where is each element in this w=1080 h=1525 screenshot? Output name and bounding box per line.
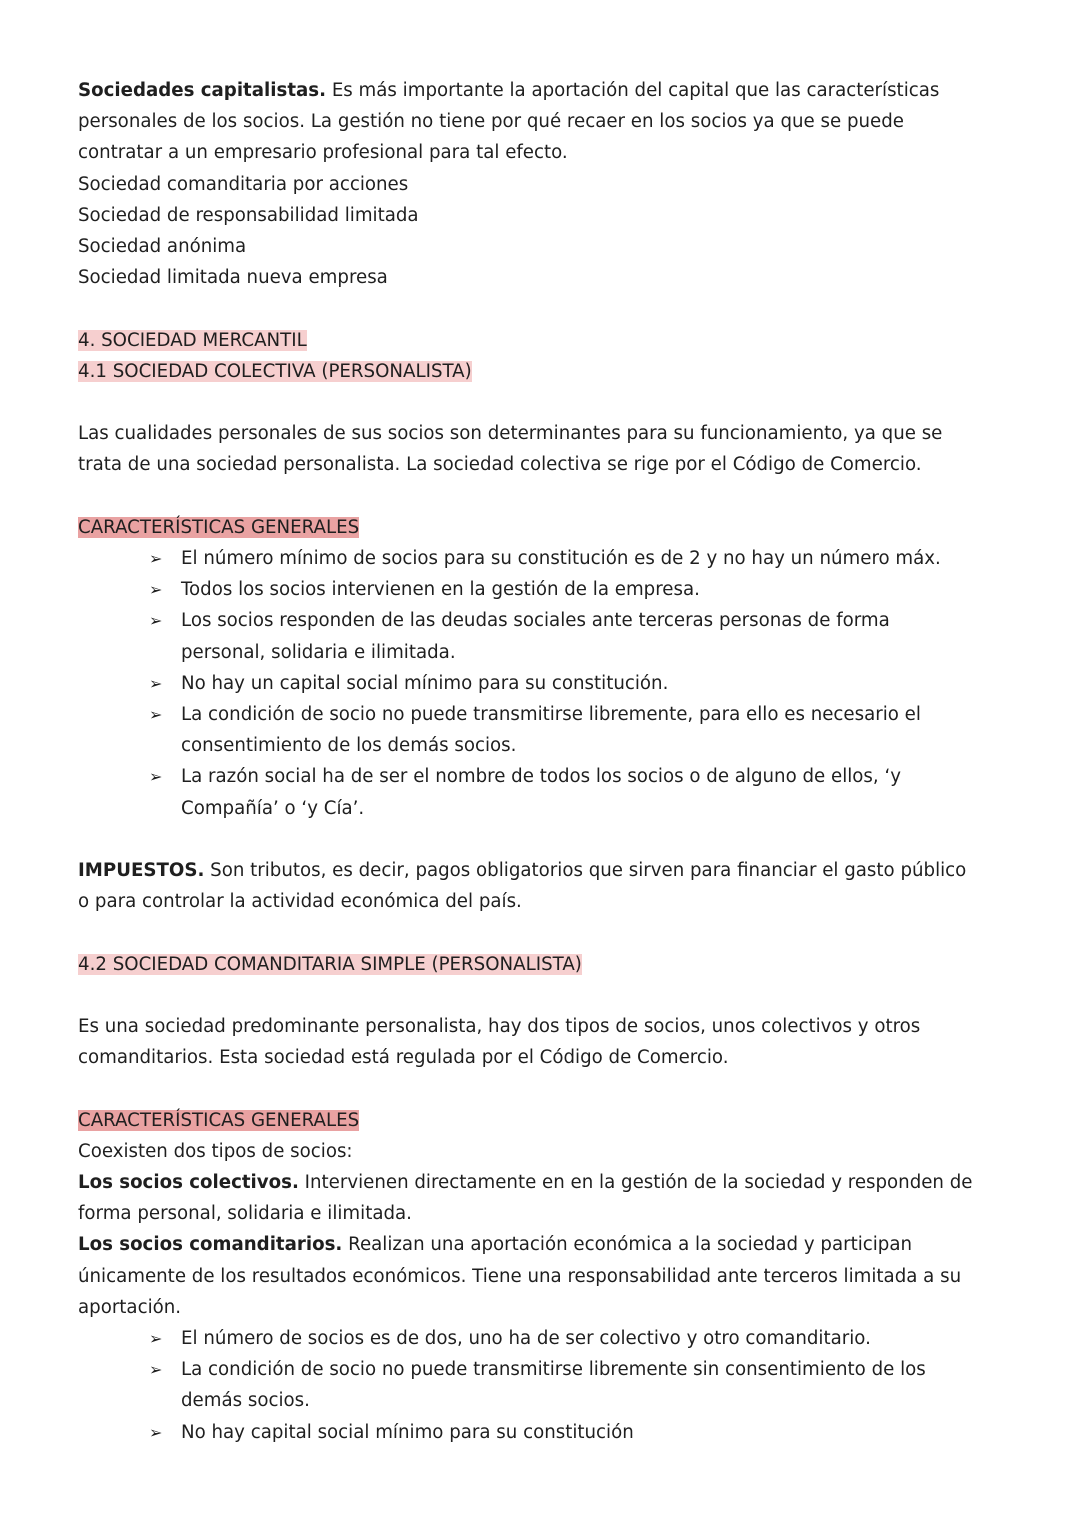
list-item: ➢ La condición de socio no puede transmitirse libremente, para ello es necesario el consentimiento de los demás socios. bbox=[181, 699, 978, 761]
list-item: ➢ No hay un capital social mínimo para su constitución. bbox=[181, 668, 978, 699]
society-type: Sociedad comanditaria por acciones bbox=[78, 173, 409, 195]
characteristics-heading bbox=[78, 1105, 978, 1136]
section-heading-text: 4. SOCIEDAD MERCANTIL bbox=[78, 329, 307, 351]
subsection-heading-text: 4.1 SOCIEDAD COLECTIVA (PERSONALISTA) bbox=[78, 360, 472, 382]
capitalistas-text: Es más importante la aportación del capital que las características personales de los socios. La gestión no tiene por qué recaer en los socios ya que se puede contratar a un empresario profesional para tal efecto. bbox=[78, 80, 940, 164]
section-heading bbox=[78, 325, 978, 356]
comanditaria-paragraph: Es una sociedad predominante personalista, hay dos tipos de socios, unos colectivos y otros comanditarios. Esta sociedad está regulada por el Código de Comercio. bbox=[78, 1016, 921, 1069]
society-type: Sociedad de responsabilidad limitada bbox=[78, 204, 419, 226]
characteristics-heading-text: CARACTERÍSTICAS GENERALES bbox=[78, 1109, 360, 1131]
comanditarios-text: Realizan una aportación económica a la sociedad y participan únicamente de los resultados económicos. Tiene una responsabilidad ante terceros limitada a su aportación. bbox=[78, 1234, 962, 1318]
society-type: Sociedad anónima bbox=[78, 236, 247, 258]
subsection-heading-comanditaria bbox=[78, 949, 978, 980]
colectiva-paragraph: Las cualidades personales de sus socios son determinantes para su funcionamiento, ya que se trata de una sociedad personalista. La sociedad colectiva se rige por el Código de Comercio. bbox=[78, 423, 943, 476]
colectivos-paragraph bbox=[78, 1167, 978, 1229]
comanditarios-term: Los socios comanditarios. bbox=[78, 1234, 343, 1256]
socios-intro: Coexisten dos tipos de socios: bbox=[78, 1140, 353, 1162]
impuestos-text: Son tributos, es decir, pagos obligatorios que sirven para financiar el gasto público o para controlar la actividad económica del país. bbox=[78, 860, 967, 913]
capitalistas-term: Sociedades capitalistas. bbox=[78, 80, 327, 101]
list-item: ➢ La condición de socio no puede transmitirse libremente sin consentimiento de los demás socios. bbox=[181, 1354, 978, 1416]
colectivos-term: Los socios colectivos. bbox=[78, 1172, 299, 1193]
society-type: Sociedad limitada nueva empresa bbox=[78, 267, 388, 289]
characteristics-heading-text: CARACTERÍSTICAS GENERALES bbox=[78, 516, 360, 538]
impuestos-paragraph bbox=[78, 855, 978, 917]
list-item: ➢ Los socios responden de las deudas sociales ante terceras personas de forma personal, solidaria e ilimitada. bbox=[181, 605, 978, 667]
capitalistas-paragraph bbox=[78, 75, 978, 169]
list-item: ➢ No hay capital social mínimo para su constitución bbox=[181, 1417, 978, 1448]
list-item: ➢ El número mínimo de socios para su constitución es de 2 y no hay un número máx. bbox=[181, 543, 978, 574]
list-item: ➢ El número de socios es de dos, uno ha de ser colectivo y otro comanditario. bbox=[181, 1323, 978, 1354]
list-item: ➢ La razón social ha de ser el nombre de todos los socios o de alguno de ellos, ‘y Compañía’ o ‘y Cía’. bbox=[181, 761, 978, 823]
colectivos-text: Intervienen directamente en en la gestión de la sociedad y responden de forma personal, solidaria e ilimitada. bbox=[78, 1172, 973, 1225]
comanditarios-paragraph bbox=[78, 1229, 978, 1323]
subsection-heading-colectiva bbox=[78, 356, 978, 387]
colectiva-characteristics-list bbox=[78, 543, 978, 824]
impuestos-term: IMPUESTOS. bbox=[78, 860, 205, 882]
characteristics-heading bbox=[78, 512, 978, 543]
subsection-heading-text: 4.2 SOCIEDAD COMANDITARIA SIMPLE (PERSONALISTA) bbox=[78, 953, 582, 975]
comanditaria-characteristics-list bbox=[78, 1323, 978, 1448]
document-page bbox=[78, 75, 978, 1448]
list-item: ➢ Todos los socios intervienen en la gestión de la empresa. bbox=[181, 574, 978, 605]
